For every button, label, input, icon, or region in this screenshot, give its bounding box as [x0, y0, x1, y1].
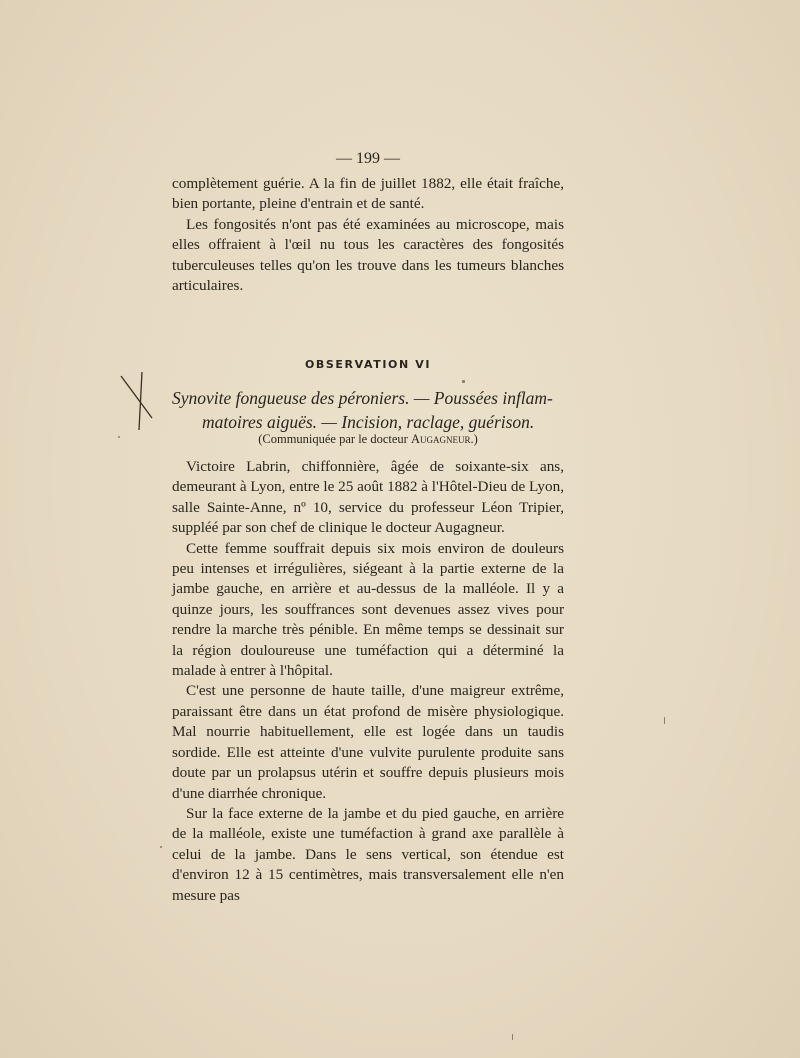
handwritten-margin-mark — [118, 368, 158, 438]
paper-speck — [160, 846, 162, 848]
paragraph: C'est une personne de haute taille, d'une maigreur extrême, paraissant être dans un état profond de misère physiologique. Mal nourrie habituellement, elle est logée dans un taudis sordide. Elle est atteinte d'une vulvite purulente produite sans doute par un prolapsus utérin et souffre depuis plusieurs mois d'une diarrhée chronique. — [172, 682, 564, 802]
page-number: — 199 — — [336, 150, 400, 167]
paragraph: Victoire Labrin, chiffonnière, âgée de soixante-six ans, demeurant à Lyon, entre le 25 août 1882 à l'Hôtel-Dieu de Lyon, salle Sainte-Anne, nº 10, service du professeur Léon Tripier, suppléé par son chef de clinique le docteur Augagneur. — [172, 458, 565, 537]
paragraph: Sur la face externe de la jambe et du pied gauche, en arrière de la malléole, existe une tuméfaction à grand axe parallèle à celui de la jambe. Dans le sens vertical, son étendue est d'environ 12 à 15 centimètres, mais transversalement elle n'en mesure pas — [172, 804, 564, 904]
communication-suffix: .) — [470, 432, 478, 446]
paragraph: complètement guérie. A la fin de juillet 1882, elle était fraîche, bien portante, pleine d'entrain et de santé. — [172, 175, 564, 213]
paper-speck — [664, 717, 665, 724]
paragraph: Les fongosités n'ont pas été examinées au microscope, mais elles offraient à l'œil nu tous les caractères des fongosités tuberculeuses telles qu'on les trouve dans les tumeurs blanches articulaires. — [172, 215, 564, 295]
communication-name: Augagneur — [410, 432, 471, 446]
paper-speck — [118, 436, 120, 438]
observation-heading: OBSERVATION VI — [304, 358, 432, 371]
communication-note — [0, 432, 736, 447]
title-line: matoires aiguës. — Incision, raclage, guérison. — [202, 412, 535, 432]
communication-prefix: (Communiquée par le docteur — [258, 432, 411, 446]
body-text — [172, 457, 564, 906]
top-text — [172, 174, 564, 296]
paper-speck — [512, 1034, 513, 1040]
paragraph: Cette femme souffrait depuis six mois environ de douleurs peu intenses et irrégulières, siégeant à la partie externe de la jambe gauche, en arrière et au-dessus de la malléole. Il y a quinze jours, les souffrances sont devenues assez vives pour rendre la marche très pénible. En même temps se dessinait sur la région douloureuse une tuméfaction qui a déterminé la malade à entrer à l'hôpital. — [172, 539, 564, 680]
title-line: Synovite fongueuse des péroniers. — Poussées inflam- — [172, 388, 553, 408]
paper-speck — [462, 380, 465, 383]
observation-title — [172, 386, 564, 434]
